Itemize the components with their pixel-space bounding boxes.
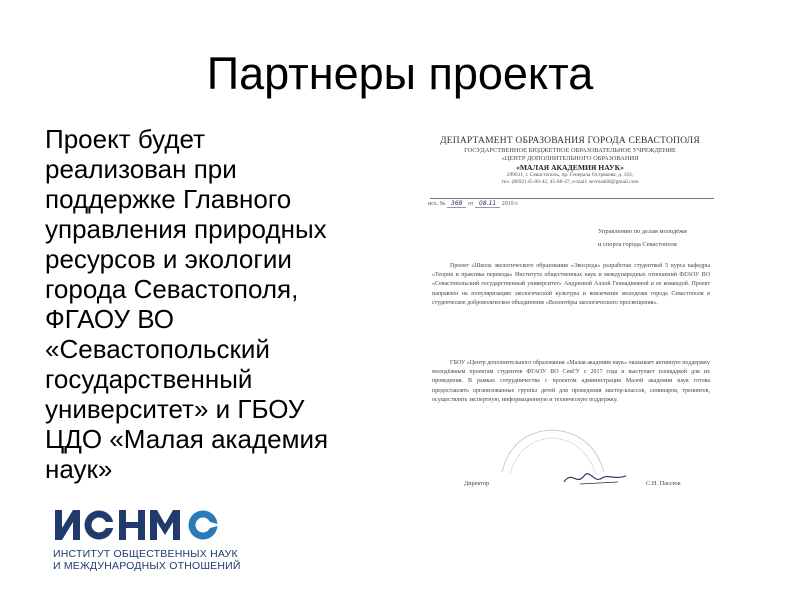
letter-institution-name: «МАЛАЯ АКАДЕМИЯ НАУК»	[516, 163, 624, 172]
letter-address-line2: тел. (8692) 45-00-42, 45-88-47, e-mail: sevman68@gmail.com	[501, 179, 639, 185]
letter-paragraph-1: Проект «Школа экологического образования «Экосреда» разработан студенткой 5 курса кафедры «Теория и практика перевода» Института общественных наук и международных отношений ФГАОУ ВО «Севастопольский государственный университет» Андреевой Аллой Геннадиевной и ее командой. Проект направлен на популяризацию экологической культуры и вовлечение молодежи города Севастополя в студенческое добровольческое объединение «Волонтёры экологического просвещения».	[432, 263, 710, 306]
signature-icon	[560, 464, 630, 490]
signatory-title: Директор	[464, 480, 490, 487]
ref-from: от	[467, 201, 474, 207]
letter-recipient: Управлению по делам молодёжи и спорта города Севастополя	[598, 228, 687, 248]
logo-text-line1: ИНСТИТУТ ОБЩЕСТВЕННЫХ НАУК	[53, 548, 238, 560]
slide-body-text: Проект будет реализован при поддержке Главного управления природных ресурсов и экологии города Севастополя, ФГАОУ ВО «Севастопольский государственный университет» и ГБОУ ЦДО «Малая академия наук»	[45, 124, 329, 484]
signatory-name: С.Н. Пассюк	[646, 480, 681, 487]
logo-text-line2: И МЕЖДУНАРОДНЫХ ОТНОШЕНИЙ	[53, 560, 241, 572]
letter-header	[422, 136, 718, 186]
letter-reference	[428, 200, 519, 207]
letter-paragraph-2: ГБОУ «Центр дополнительного образования «Малая академия наук» оказывает активную поддержку молодёжным проектам студентов ФГАОУ ВО СевГУ с 2017 года и выступает площадкой для их проведения. В рамках сотрудничества с проектом администрация Малой академии наук готова предоставлять организованные группы детей для проведения мастер-классов, семинаров, тренингов, осуществлять экспертную, информационную и техническую поддержку.	[432, 360, 710, 403]
letter-signature-block	[432, 462, 714, 492]
ref-prefix: исх. №	[428, 201, 446, 207]
letter-address-line1: 299011, г. Севастополь, пр. Генерала Острякова, д. 163,	[506, 172, 634, 178]
ref-number: 368	[447, 200, 466, 208]
slide-title: Партнеры проекта	[206, 48, 594, 99]
ref-date: 08.11	[475, 200, 500, 208]
ref-year: 2019 г.	[501, 201, 519, 207]
letter-department: ДЕПАРТАМЕНТ ОБРАЗОВАНИЯ ГОРОДА СЕВАСТОПОЛЯ	[440, 136, 700, 146]
letter-header-rule	[430, 198, 714, 199]
ionmo-logo	[53, 508, 253, 580]
ionmo-logo-mark	[53, 508, 225, 542]
partner-letter-scan	[422, 132, 718, 496]
letter-institution-line2: «ЦЕНТР ДОПОЛНИТЕЛЬНОГО ОБРАЗОВАНИЯ	[501, 155, 639, 162]
letter-institution-line1: ГОСУДАРСТВЕННОЕ БЮДЖЕТНОЕ ОБРАЗОВАТЕЛЬНОЕ УЧРЕЖДЕНИЕ	[464, 147, 676, 154]
